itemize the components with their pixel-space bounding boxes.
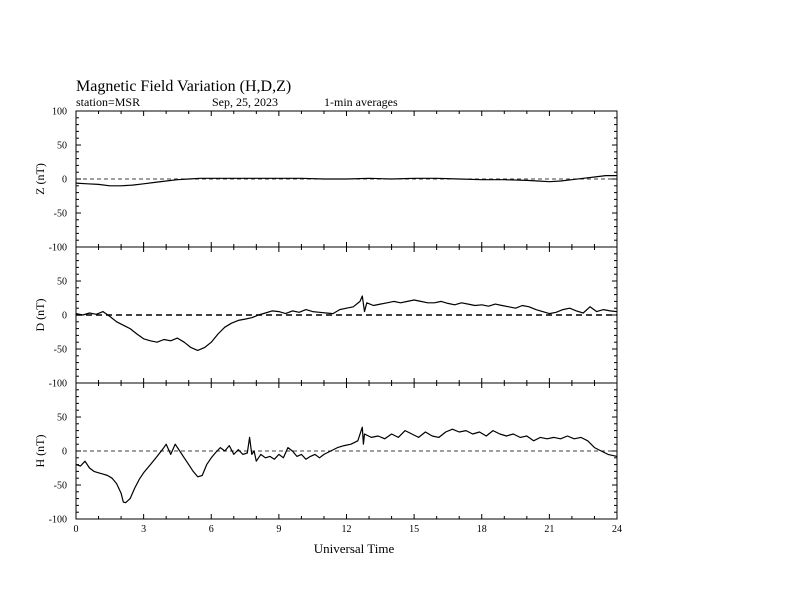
y-tick-label-d: 0 — [62, 310, 67, 322]
x-tick-label: 3 — [141, 524, 147, 535]
x-tick-label: 15 — [409, 524, 420, 535]
y-tick-label-d: 50 — [57, 276, 67, 288]
y-tick-label-z: 0 — [62, 174, 67, 186]
series-line-z — [76, 176, 617, 186]
x-tick-label: 24 — [612, 524, 622, 535]
y-axis-label-z: Z (nT) — [33, 163, 47, 195]
x-tick-label: 18 — [476, 524, 487, 535]
x-tick-label: 21 — [544, 524, 555, 535]
panel-frame-h — [76, 383, 617, 519]
series-line-h — [76, 427, 617, 503]
series-line-d — [76, 296, 617, 350]
y-tick-label-h: -50 — [53, 480, 67, 492]
y-tick-label-z: 50 — [57, 140, 67, 152]
averaging-label: 1-min averages — [324, 95, 398, 109]
x-tick-label: 6 — [208, 524, 214, 535]
x-tick-label: 12 — [341, 524, 352, 535]
x-tick-label: 9 — [276, 524, 282, 535]
station-label: station=MSR — [76, 95, 141, 109]
plot-panels — [33, 107, 622, 536]
y-tick-label-d: -50 — [53, 344, 67, 356]
chart-title: Magnetic Field Variation (H,D,Z) — [76, 78, 292, 95]
x-tick-label: 0 — [73, 524, 79, 535]
y-tick-label-z: -50 — [53, 208, 67, 220]
y-tick-label-d: -100 — [48, 378, 67, 390]
y-tick-label-h: 0 — [62, 446, 67, 458]
y-tick-label-h: -100 — [48, 514, 67, 526]
x-axis-label: Universal Time — [313, 541, 395, 556]
date-label: Sep, 25, 2023 — [212, 95, 278, 109]
y-tick-label-z: 100 — [52, 106, 67, 118]
y-axis-label-h: H (nT) — [33, 434, 47, 468]
y-tick-label-z: -100 — [48, 242, 67, 254]
y-tick-label-h: 50 — [57, 412, 67, 424]
y-axis-label-d: D (nT) — [33, 298, 47, 332]
